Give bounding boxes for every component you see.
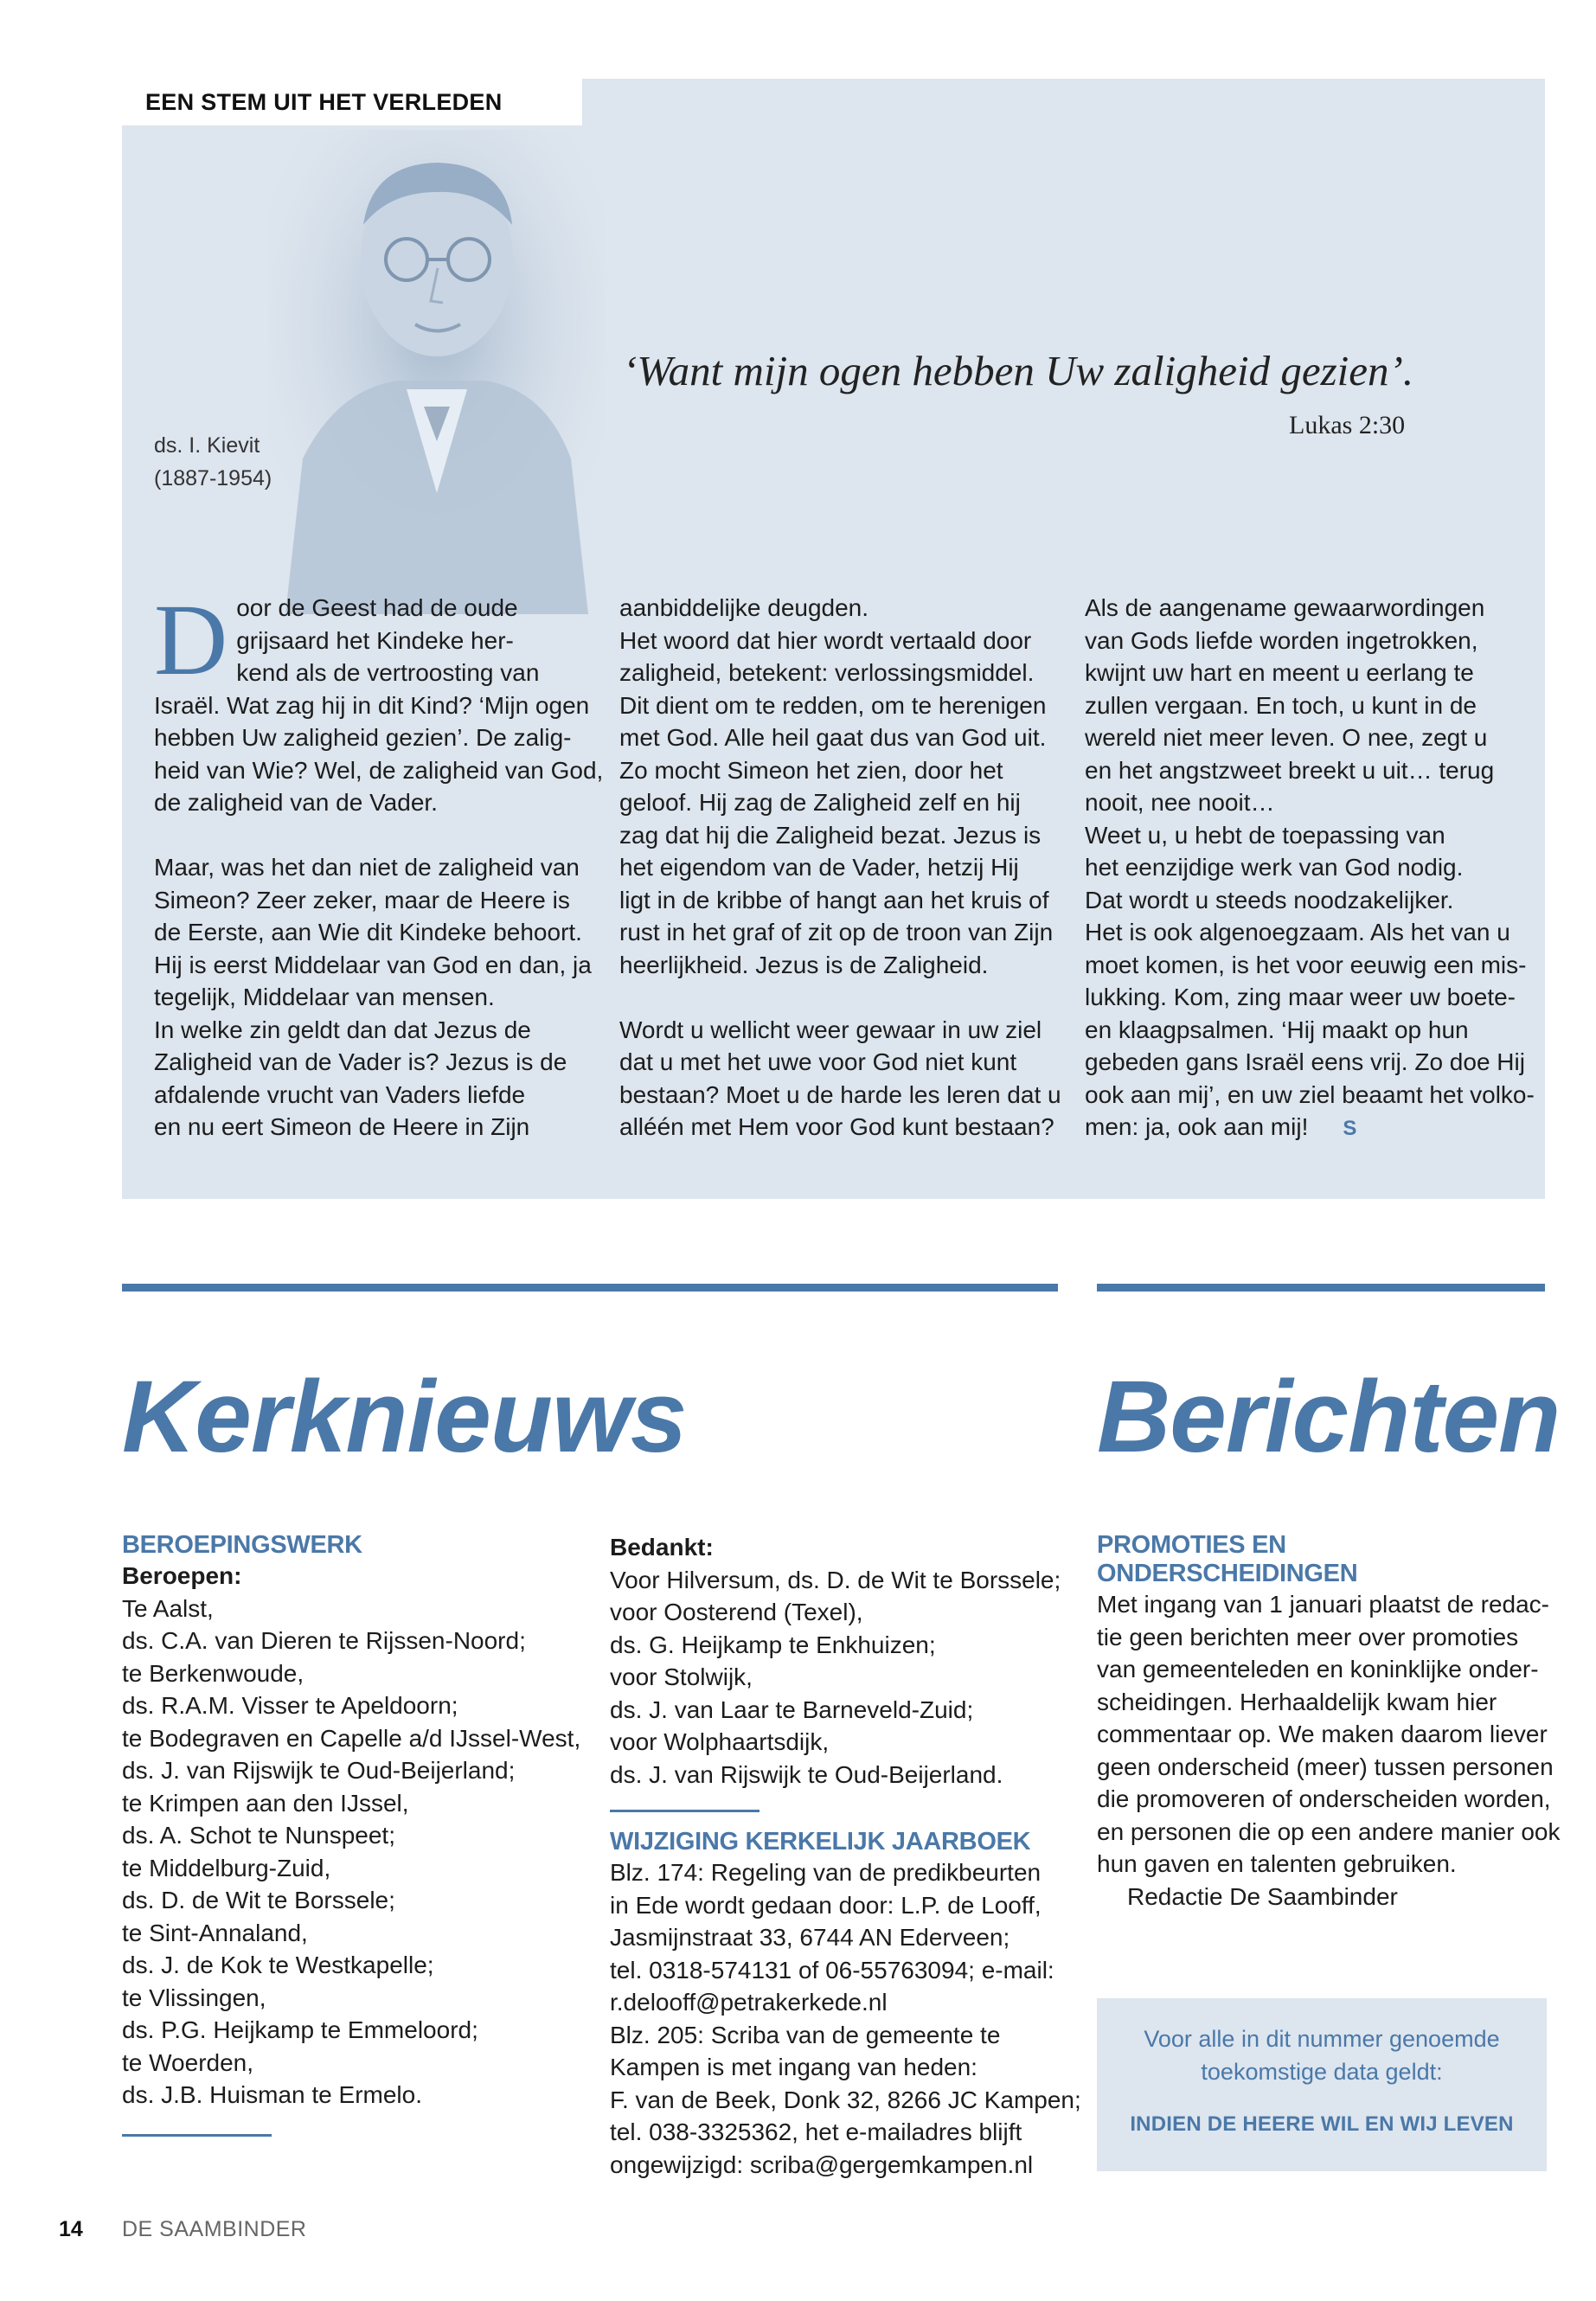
- magazine-name: DE SAAMBINDER: [122, 2217, 307, 2241]
- notice-line-1: Voor alle in dit nummer genoemde: [1144, 2026, 1500, 2052]
- bedankt-line: ds. J. van Laar te Barneveld-Zuid;: [610, 1695, 974, 1723]
- beroepen-line: te Woerden,: [122, 2048, 254, 2076]
- portrait-years: (1887-1954): [154, 466, 272, 490]
- article-line: en het angstzweet breekt u uit… terug: [1085, 756, 1495, 784]
- article-line: Maar, was het dan niet de zaligheid van: [154, 854, 580, 881]
- article-line: wereld niet meer leven. O nee, zegt u: [1085, 724, 1488, 751]
- notice-line-2: toekomstige data geldt:: [1201, 2059, 1443, 2085]
- article-line: hebben Uw zaligheid gezien’. De zalig-: [154, 724, 572, 751]
- article-paragraph: [1085, 592, 1535, 1145]
- beroepen-line: ds. R.A.M. Visser te Apeldoorn;: [122, 1692, 458, 1719]
- article-line: Het woord dat hier wordt vertaald door: [619, 626, 1032, 654]
- quote-reference: Lukas 2:30: [1289, 411, 1406, 439]
- bedankt-section: [610, 1531, 1081, 2181]
- beroepingswerk-section: [122, 1531, 581, 2137]
- jaarboek-line: Blz. 174: Regeling van de predikbeurten: [610, 1859, 1042, 1886]
- kerknieuws-rule: [122, 1284, 1058, 1292]
- article-column-3: [1085, 592, 1535, 1145]
- article-paragraph: [619, 1014, 1061, 1144]
- article-line: heerlijkheid. Jezus is de Zaligheid.: [619, 951, 989, 978]
- article-line: Israël. Wat zag hij in dit Kind? ‘Mijn ogen: [154, 691, 590, 719]
- article-column-1: [154, 583, 604, 1144]
- notice-text: [1097, 2022, 1547, 2088]
- bedankt-label: Bedankt:: [610, 1534, 714, 1561]
- end-mark-icon: S: [1343, 1117, 1357, 1140]
- drop-cap: D: [154, 583, 228, 696]
- bedankt-line: ds. J. van Rijswijk te Oud-Beijerland.: [610, 1760, 1003, 1788]
- article-line: Dit dient om te redden, om te herenigen: [619, 691, 1047, 719]
- section-label: EEN STEM UIT HET VERLEDEN: [122, 79, 582, 125]
- notice-box: [1097, 1998, 1547, 2171]
- jaarboek-line: Jasmijnstraat 33, 6744 AN Ederveen;: [610, 1924, 1010, 1951]
- article-paragraph: [154, 851, 592, 1144]
- pull-quote: ‘Want mijn ogen hebben Uw zaligheid gezien’.: [623, 347, 1414, 394]
- article-line: Zo mocht Simeon het zien, door het: [619, 756, 1003, 784]
- jaarboek-line: tel. 038-3325362, het e-mailadres blijft: [610, 2118, 1022, 2145]
- jaarboek-line: tel. 0318-574131 of 06-55763094; e-mail:: [610, 1956, 1054, 1984]
- berichten-title: Berichten: [1097, 1360, 1561, 1474]
- article-line: bestaan? Moet u de harde les leren dat u: [619, 1080, 1061, 1108]
- beroepen-line: te Vlissingen,: [122, 1984, 266, 2011]
- berichten-signature: Redactie De Saambinder: [1127, 1882, 1398, 1910]
- article-line: grijsaard het Kindeke her-: [236, 626, 514, 654]
- berichten-section: [1097, 1531, 1561, 1913]
- article-line: en klaagpsalmen. ‘Hij maakt op hun: [1085, 1016, 1469, 1043]
- jaarboek-line: in Ede wordt gedaan door: L.P. de Looff,: [610, 1891, 1042, 1919]
- article-line: afdalende vrucht van Vaders liefde: [154, 1080, 526, 1108]
- article-line: de zaligheid van de Vader.: [154, 789, 438, 816]
- berichten-rule: [1097, 1284, 1545, 1292]
- beroepen-line: te Bodegraven en Capelle a/d IJssel-West,: [122, 1724, 581, 1752]
- article-line: geloof. Hij zag de Zaligheid zelf en hij: [619, 789, 1021, 816]
- article-line: en nu eert Simeon de Heere in Zijn: [154, 1113, 530, 1140]
- article-line: Het is ook algenoegzaam. Als het van u: [1085, 919, 1510, 945]
- article-column-2: [619, 592, 1061, 1144]
- article-line: moet komen, is het voor eeuwig een mis-: [1085, 951, 1527, 978]
- jaarboek-list: [610, 1856, 1081, 2181]
- berichten-line: Met ingang van 1 januari plaatst de redac-: [1097, 1591, 1549, 1618]
- portrait-name: ds. I. Kievit: [154, 433, 260, 458]
- jaarboek-rule: [610, 1810, 760, 1812]
- portrait-caption: [154, 429, 272, 495]
- beroepen-line: te Berkenwoude,: [122, 1659, 304, 1687]
- jaarboek-line: r.delooff@petrakerkede.nl: [610, 1989, 888, 2016]
- article-line: ook aan mij’, en uw ziel beaamt het volko-: [1085, 1080, 1535, 1108]
- jaarboek-line: ongewijzigd: scriba@gergemkampen.nl: [610, 2150, 1034, 2178]
- article-line: gebeden gans Israël eens vrij. Zo doe Hij: [1085, 1048, 1525, 1075]
- berichten-line: commentaar op. We maken daarom liever: [1097, 1721, 1548, 1747]
- article-line: tegelijk, Middelaar van mensen.: [154, 984, 495, 1010]
- notice-strong: INDIEN DE HEERE WIL EN WIJ LEVEN: [1130, 2112, 1514, 2136]
- berichten-line: geen onderscheid (meer) tussen personen: [1097, 1753, 1554, 1780]
- promoties-heading: PROMOTIES EN ONDERSCHEIDINGEN: [1097, 1531, 1358, 1587]
- article-line: zaligheid, betekent: verlossingsmiddel.: [619, 659, 1035, 686]
- article-line: Als de aangename gewaarwordingen: [1085, 594, 1485, 621]
- article-line: Hij is eerst Middelaar van God en dan, ja: [154, 951, 592, 978]
- kerknieuws-title: Kerknieuws: [122, 1360, 687, 1474]
- beroepen-line: ds. C.A. van Dieren te Rijssen-Noord;: [122, 1627, 526, 1654]
- beroepen-line: ds. D. de Wit te Borssele;: [122, 1887, 395, 1913]
- article-line: kwijnt uw hart en meent u eerlang te: [1085, 659, 1474, 686]
- bedankt-line: voor Wolphaartsdijk,: [610, 1728, 830, 1755]
- bedankt-line: voor Stolwijk,: [610, 1663, 753, 1690]
- article-line: lukking. Kom, zing maar weer uw boete-: [1085, 984, 1516, 1010]
- berichten-line: tie geen berichten meer over promoties: [1097, 1623, 1519, 1650]
- berichten-line: hun gaven en talenten gebruiken.: [1097, 1850, 1457, 1877]
- bedankt-line: voor Oosterend (Texel),: [610, 1599, 863, 1625]
- berichten-line: van gemeenteleden en koninklijke onder-: [1097, 1656, 1539, 1682]
- portrait-photo: [268, 130, 606, 614]
- beroepen-line: te Sint-Annaland,: [122, 1919, 308, 1946]
- article-line: Wordt u wellicht weer gewaar in uw ziel: [619, 1016, 1042, 1043]
- article-line: zag dat hij die Zaligheid bezat. Jezus is: [619, 821, 1042, 849]
- article-paragraph: [154, 583, 604, 819]
- jaarboek-line: Blz. 205: Scriba van de gemeente te: [610, 2021, 1001, 2048]
- article-line: van Gods liefde worden ingetrokken,: [1085, 626, 1478, 654]
- article-line: kend als de vertroosting van: [236, 659, 540, 686]
- article-line: het eigendom van de Vader, hetzij Hij: [619, 854, 1019, 881]
- article-line: alléén met Hem voor God kunt bestaan?: [619, 1113, 1054, 1140]
- berichten-line: scheidingen. Herhaaldelijk kwam hier: [1097, 1688, 1497, 1715]
- beroepen-line: ds. A. Schot te Nunspeet;: [122, 1822, 395, 1849]
- article-line: Simeon? Zeer zeker, maar de Heere is: [154, 886, 570, 913]
- beroepen-end-rule: [122, 2134, 272, 2137]
- article-line: rust in het graf of zit op de troon van Zijn: [619, 919, 1054, 945]
- article-line: Zaligheid van de Vader is? Jezus is de: [154, 1048, 567, 1075]
- berichten-line: die promoveren of onderscheiden worden,: [1097, 1785, 1551, 1812]
- article-line: men: ja, ook aan mij!: [1085, 1113, 1309, 1140]
- article-line: ligt in de kribbe of hangt aan het kruis of: [619, 886, 1049, 913]
- article-line: zullen vergaan. En toch, u kunt in de: [1085, 691, 1477, 719]
- beroepingswerk-heading: BEROEPINGSWERK: [122, 1531, 362, 1559]
- berichten-line: en personen die op een andere manier ook: [1097, 1817, 1561, 1845]
- beroepen-line: ds. J.B. Huisman te Ermelo.: [122, 2081, 423, 2108]
- berichten-text: [1097, 1588, 1561, 1881]
- bedankt-line: Voor Hilversum, ds. D. de Wit te Borssele;: [610, 1566, 1061, 1593]
- article-line: heid van Wie? Wel, de zaligheid van God,: [154, 756, 604, 784]
- bedankt-list: [610, 1564, 1077, 1791]
- article-paragraph: [619, 592, 1052, 981]
- beroepen-line: ds. P.G. Heijkamp te Emmeloord;: [122, 2016, 478, 2043]
- jaarboek-line: F. van de Beek, Donk 32, 8266 JC Kampen;: [610, 2086, 1081, 2113]
- bedankt-line: ds. G. Heijkamp te Enkhuizen;: [610, 1631, 936, 1658]
- jaarboek-line: Kampen is met ingang van heden:: [610, 2054, 977, 2080]
- beroepen-line: ds. J. de Kok te Westkapelle;: [122, 1952, 434, 1978]
- article-line: oor de Geest had de oude: [236, 594, 518, 621]
- beroepen-line: te Middelburg-Zuid,: [122, 1854, 331, 1881]
- article-line: dat u met het uwe voor God niet kunt: [619, 1048, 1017, 1075]
- beroepen-line: ds. J. van Rijswijk te Oud-Beijerland;: [122, 1757, 516, 1784]
- article-line: Weet u, u hebt de toepassing van: [1085, 821, 1445, 849]
- article-line: aanbiddelijke deugden.: [619, 594, 869, 621]
- beroepen-list: [122, 1593, 581, 2112]
- beroepen-line: te Krimpen aan den IJssel,: [122, 1789, 409, 1817]
- beroepen-label: Beroepen:: [122, 1562, 242, 1589]
- article-line: In welke zin geldt dan dat Jezus de: [154, 1016, 531, 1043]
- page-number: 14: [59, 2217, 83, 2241]
- article-line: het eenzijdige werk van God nodig.: [1085, 854, 1464, 881]
- article-line: Dat wordt u steeds noodzakelijker.: [1085, 886, 1454, 913]
- article-line: met God. Alle heil gaat dus van God uit.: [619, 724, 1047, 751]
- article-line: nooit, nee nooit…: [1085, 789, 1275, 816]
- jaarboek-heading: WIJZIGING KERKELIJK JAARBOEK: [610, 1828, 1031, 1856]
- article-line: de Eerste, aan Wie dit Kindeke behoort.: [154, 919, 582, 945]
- beroepen-line: Te Aalst,: [122, 1594, 214, 1622]
